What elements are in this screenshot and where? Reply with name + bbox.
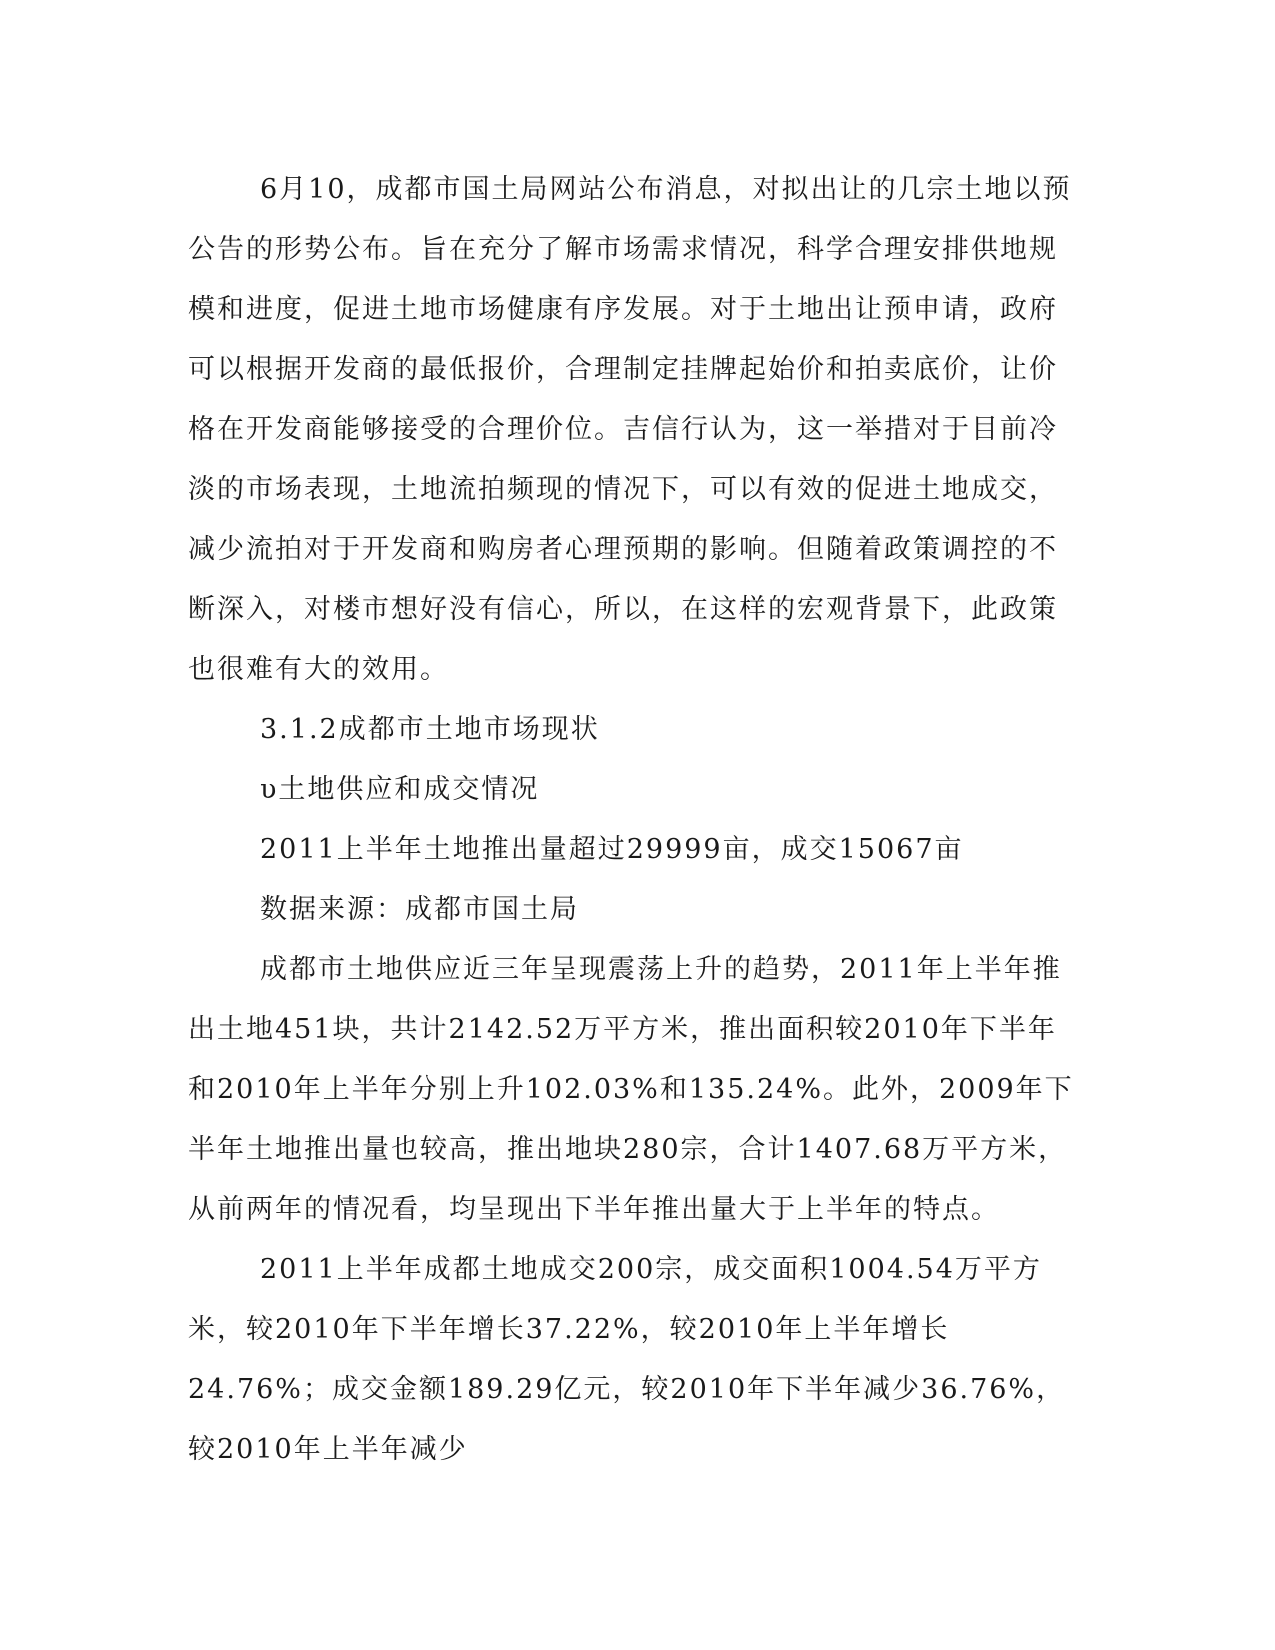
document-body <box>188 160 1076 1480</box>
paragraph-land-preannouncement: 6月10，成都市国土局网站公布消息，对拟出让的几宗土地以预公告的形势公布。旨在充分了解市场需求情况，科学合理安排供地规模和进度，促进土地市场健康有序发展。对于土地出让预申请，政府可以根据开发商的最低报价，合理制定挂牌起始价和拍卖底价，让价格在开发商能够接受的合理价位。吉信行认为，这一举措对于目前冷淡的市场表现，土地流拍频现的情况下，可以有效的促进土地成交，减少流拍对于开发商和购房者心理预期的影响。但随着政策调控的不断深入，对楼市想好没有信心，所以，在这样的宏观背景下，此政策也很难有大的效用。 <box>188 174 1072 685</box>
bullet-heading-land-supply: υ土地供应和成交情况 <box>260 774 540 805</box>
paragraph-supply-summary: 2011上半年土地推出量超过29999亩，成交15067亩 <box>260 834 964 865</box>
paragraph-supply-trend: 成都市土地供应近三年呈现震荡上升的趋势，2011年上半年推出土地451块，共计2142.52万平方米，推出面积较2010年下半年和2010年上半年分别上升102.03%和135.24%。此外，2009年下半年土地推出量也较高，推出地块280宗，合计1407.68万平方米，从前两年的情况看，均呈现出下半年推出量大于上半年的特点。 <box>188 954 1074 1225</box>
paragraph-transaction-summary: 2011上半年成都土地成交200宗，成交面积1004.54万平方米，较2010年下半年增长37.22%，较2010年上半年增长24.76%；成交金额189.29亿元，较2010年下半年减少36.76%，较2010年上半年减少 <box>188 1254 1066 1465</box>
section-heading-land-market-status: 3.1.2成都市土地市场现状 <box>260 714 600 745</box>
data-source-note: 数据来源：成都市国土局 <box>260 894 579 925</box>
